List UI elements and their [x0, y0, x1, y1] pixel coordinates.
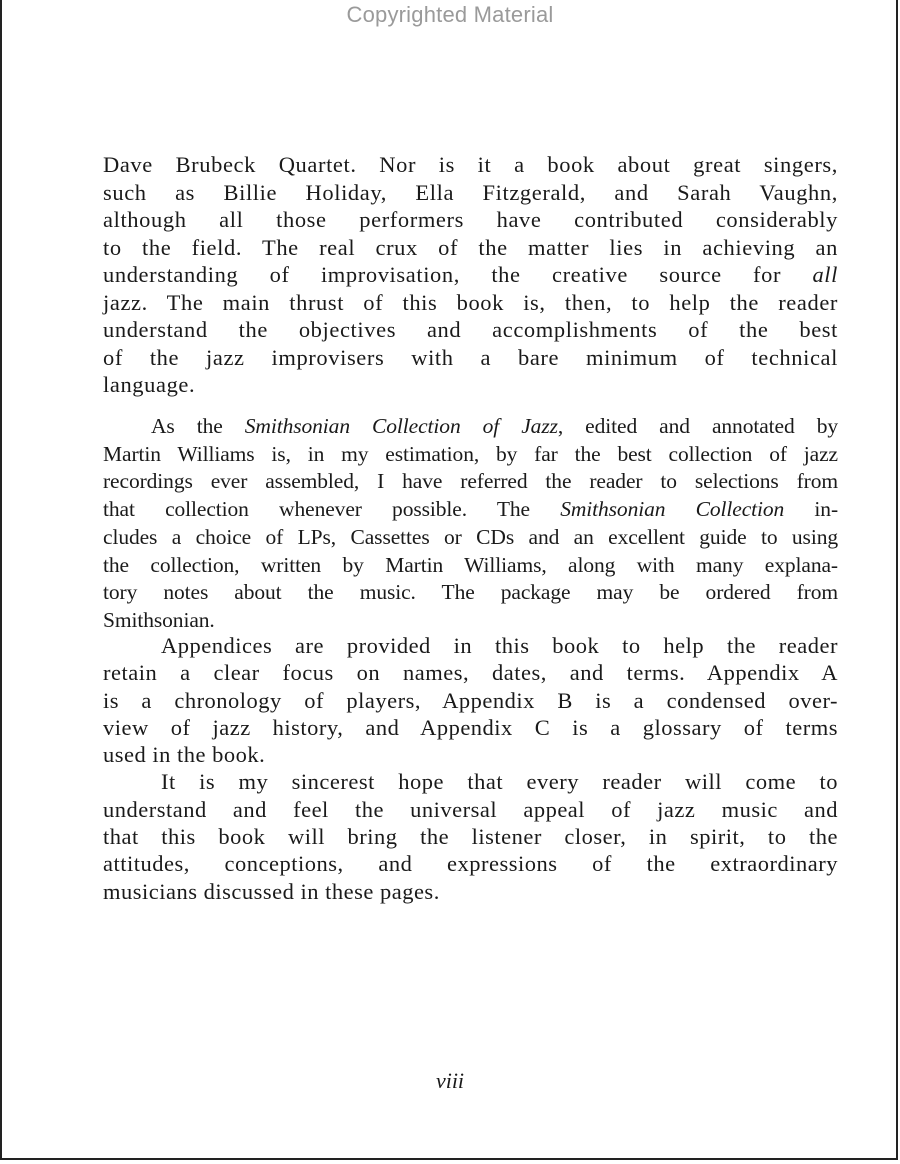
text-line: recordings ever assembled, I have referred the reader to selections from: [103, 469, 838, 494]
text-line: view of jazz history, and Appendix C is a glossary of terms: [103, 714, 838, 740]
paragraph-1: [103, 151, 838, 399]
text-line: [103, 261, 838, 289]
text-line: [103, 413, 838, 441]
text-line: used in the book.: [103, 742, 266, 768]
emphasis-all: all: [812, 262, 838, 287]
text-line: although all those performers have contributed considerably: [103, 207, 838, 232]
text-line: It is my sincerest hope that every reader will come to: [161, 769, 838, 795]
paragraph-2: [103, 413, 838, 635]
text-line: attitudes, conceptions, and expressions of the extraordinary: [103, 851, 838, 877]
text-line: jazz. The main thrust of this book is, then, to help the reader: [103, 289, 838, 315]
text-line: language.: [103, 372, 196, 397]
book-title: Smithsonian Collection: [560, 497, 785, 522]
text-line: understand the objectives and accomplishments of the best: [103, 317, 838, 342]
text-run: understanding of improvisation, the creative source for: [103, 262, 813, 287]
text-line: Dave Brubeck Quartet. Nor is it a book about great singers,: [103, 152, 838, 177]
text-line: retain a clear focus on names, dates, and terms. Appendix A: [103, 660, 838, 686]
page-number: viii: [435, 1068, 465, 1093]
text-line: that this book will bring the listener closer, in spirit, to the: [103, 824, 838, 850]
text-line: Smithsonian.: [103, 607, 215, 632]
paragraph-3-and-4: [103, 632, 838, 905]
text-run: , edited and annotated by: [557, 414, 838, 438]
text-run: that collection whenever possible. The: [103, 497, 561, 522]
text-line: understand and feel the universal appeal of jazz music and: [103, 796, 838, 822]
text-line: Appendices are provided in this book to help the reader: [161, 633, 838, 658]
text-line: musicians discussed in these pages.: [103, 878, 440, 904]
text-line: such as Billie Holiday, Ella Fitzgerald, and Sarah Vaughn,: [103, 179, 838, 205]
text-line: is a chronology of players, Appendix B is a condensed over-: [103, 687, 838, 713]
text-run: As the: [151, 414, 245, 438]
text-line: the collection, written by Martin Williams, along with many explana-: [103, 552, 838, 577]
text-line: [103, 496, 838, 524]
text-line: cludes a choice of LPs, Cassettes or CDs and an excellent guide to using: [103, 524, 838, 549]
copyright-watermark: Copyrighted Material: [346, 2, 554, 27]
text-line: tory notes about the music. The package may be ordered from: [103, 580, 838, 605]
text-run: in-: [784, 497, 839, 522]
book-title: Smithsonian Collection of Jazz: [244, 414, 558, 438]
text-line: Martin Williams is, in my estimation, by far the best collection of jazz: [103, 441, 838, 466]
text-line: to the field. The real crux of the matter lies in achieving an: [103, 234, 838, 260]
text-line: of the jazz improvisers with a bare minimum of technical: [103, 344, 838, 370]
